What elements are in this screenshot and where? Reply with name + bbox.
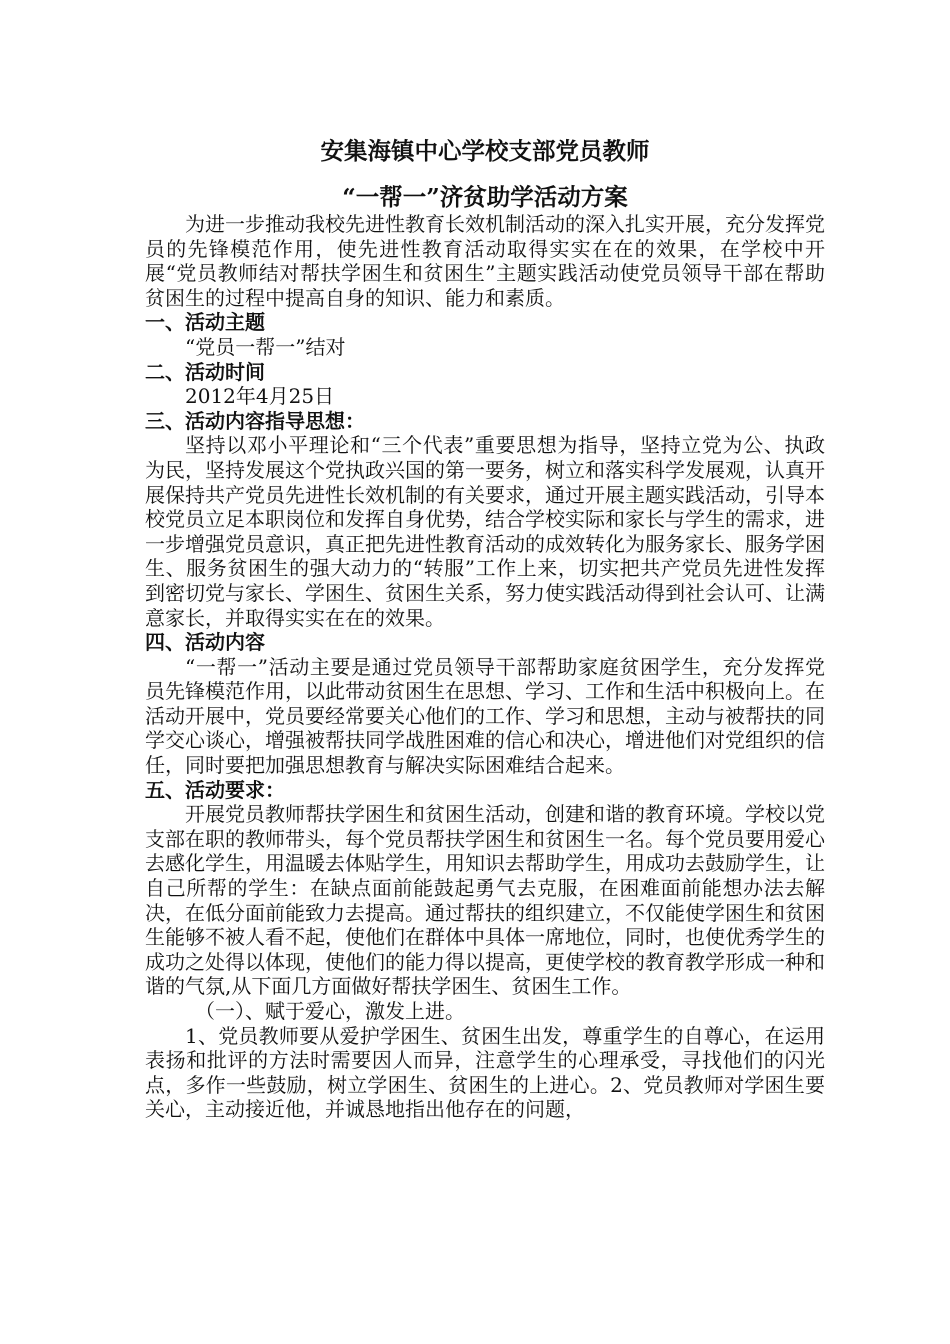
section2-heading: 二、活动时间 <box>145 359 265 384</box>
section5-sub1-heading: （一）、赋于爱心，激发上进。 <box>195 999 465 1023</box>
document-title-line1: 安集海镇中心学校支部党员教师 <box>320 137 650 165</box>
section5-heading: 五、活动要求： <box>145 777 285 802</box>
intro-paragraph: 为进一步推动我校先进性教育长效机制活动的深入扎实开展，充分发挥党员的先锋模范作用，使先进性教育活动取得实实在在的效果，在学校中开展“党员教师结对帮扶学困生和贫困生”主题实践活动使党员领导干部在帮助贫困生的过程中提高自身的知识、能力和素质。 <box>145 212 825 310</box>
section3-heading: 三、活动内容指导思想： <box>145 408 365 433</box>
section4-text: “一帮一”活动主要是通过党员领导干部帮助家庭贫困学生，充分发挥党员先锋模范作用，以此带动贫困生在思想、学习、工作和生活中积极向上。在活动开展中，党员要经常要关心他们的工作、学习和思想，主动与被帮扶的同学交心谈心，增强被帮扶同学战胜困难的信心和决心，增进他们对党组织的信任，同时要把加强思想教育与解决实际困难结合起来。 <box>145 654 825 778</box>
document-page <box>145 130 825 1122</box>
section1-heading: 一、活动主题 <box>145 310 265 335</box>
section2-text: 2012年4月25日 <box>185 384 335 409</box>
section5-sub1-text: 1、党员教师要从爱护学困生、贫困生出发，尊重学生的自尊心，在运用表扬和批评的方法时需要因人而异，注意学生的心理承受，寻找他们的闪光点，多作一些鼓励，树立学困生、贫困生的上进心。2、党员教师对学困生要关心，主动接近他，并诚恳地指出他存在的问题， <box>145 1023 825 1122</box>
section1-text: “党员一帮一”结对 <box>185 334 346 359</box>
section3-text: 坚持以邓小平理论和“三个代表”重要思想为指导，坚持立党为公、执政为民，坚持发展这个党执政兴国的第一要务，树立和落实科学发展观，认真开展保持共产党员先进性长效机制的有关要求，通过开展主题实践活动，引导本校党员立足本职岗位和发挥自身优势，结合学校实际和家长与学生的需求，进一步增强党员意识，真正把先进性教育活动的成效转化为服务家长、服务学困生、服务贫困生的强大动力的“转服”工作上来，切实把共产党员先进性发挥到密切党与家长、学困生、贫困生关系，努力使实践活动得到社会认可、让满意家长，并取得实实在在的效果。 <box>145 433 825 630</box>
document-title-line2: “一帮一”济贫助学活动方案 <box>342 183 628 211</box>
section5-text: 开展党员教师帮扶学困生和贫困生活动，创建和谐的教育环境。学校以党支部在职的教师带头，每个党员帮扶学困生和贫困生一名。每个党员要用爱心去感化学生，用温暖去体贴学生，用知识去帮助学生，用成功去鼓励学生，让自己所帮的学生：在缺点面前能鼓起勇气去克服，在困难面前能想办法去解决，在低分面前能致力去提高。通过帮扶的组织建立，不仅能使学困生和贫困生能够不被人看不起，使他们在群体中具体一席地位，同时，也使优秀学生的成功之处得以体现，使他们的能力得以提高，更使学校的教育教学形成一种和谐的气氛,从下面几方面做好帮扶学困生、贫困生工作。 <box>145 802 825 999</box>
section4-heading: 四、活动内容 <box>145 630 265 655</box>
